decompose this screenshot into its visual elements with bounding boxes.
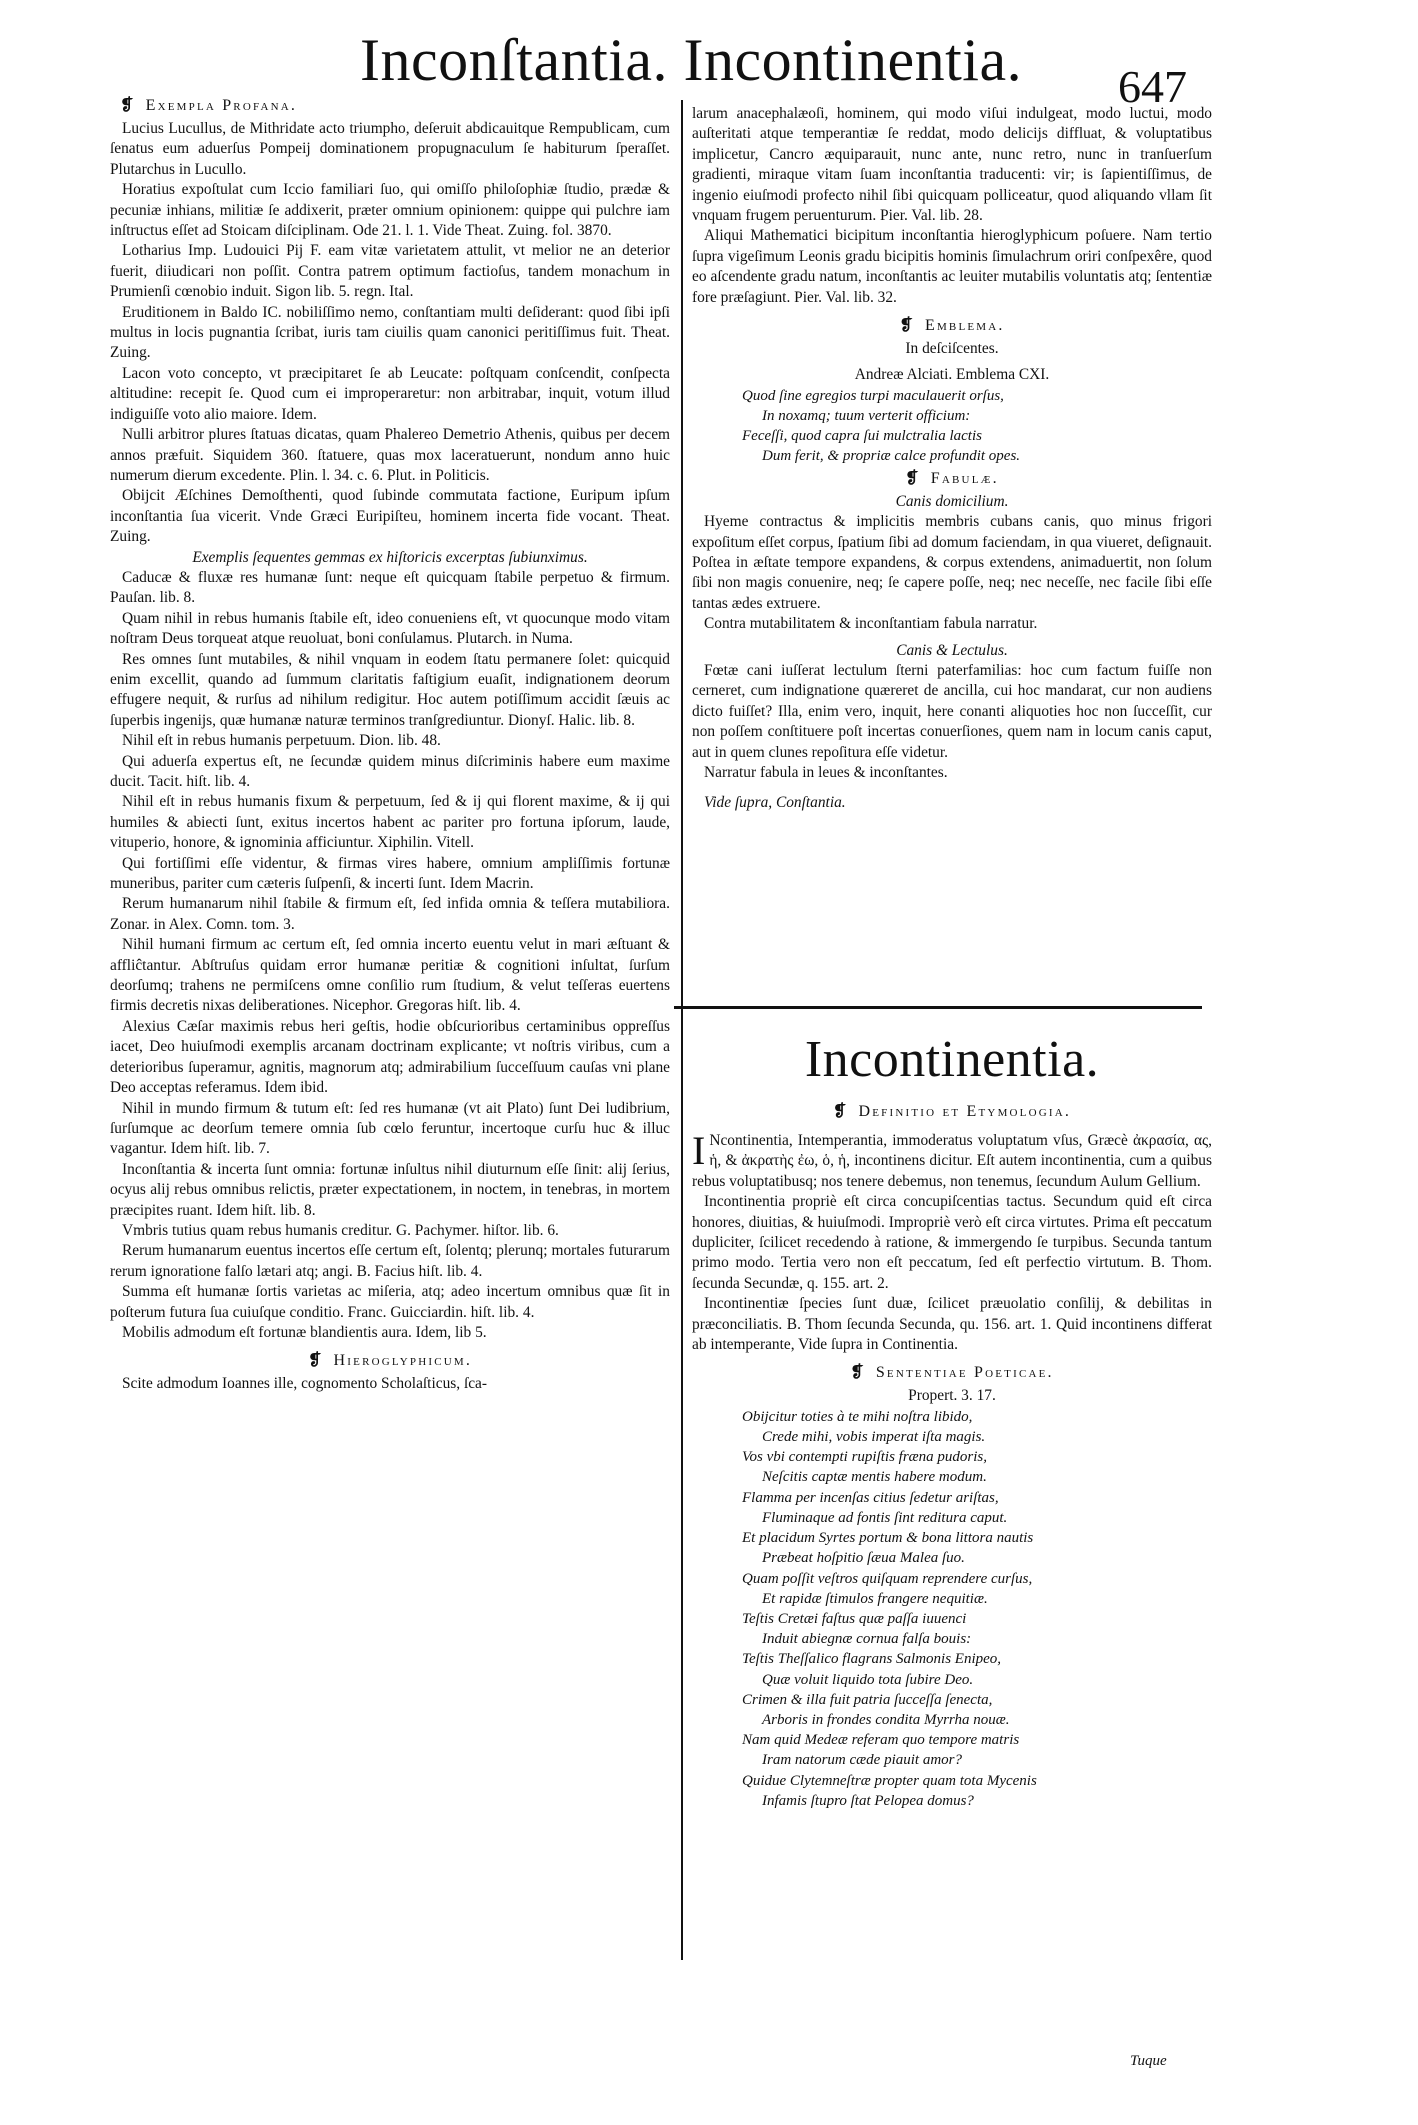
paragraph: Caducæ & fluxæ res humanæ ſunt: neque eſt quicquam ſtabile perpetuo & firmum. Pauſan. lib. 8.: [110, 568, 670, 607]
verse-line: Vos vbi contempti rupiſtis fræna pudoris,: [742, 1449, 988, 1466]
emblem-author: Andreæ Alciati. Emblema CXI.: [854, 366, 1050, 384]
paragraph: Scite admodum Ioannes ille, cognomento Scholaſticus, ſca-: [122, 1375, 488, 1393]
citation: Propert. 3. 17.: [908, 1387, 996, 1405]
verse-line: Nam quid Medeæ referam quo tempore matris: [742, 1732, 1020, 1749]
verse-line: Teſtis Cretæi faſtus quæ paſſa iuuenci: [742, 1610, 967, 1627]
section-rule: [674, 1006, 1202, 1009]
section-heading-hieroglyphicum: ❡ Hieroglyphicum.: [307, 1352, 473, 1370]
paragraph: Nihil in mundo firmum & tutum eſt: ſed res humanæ (vt ait Plato) ſunt Dei ludibrium, ſurſumque ac deorſum temere omnia ſub cœlo feruntur, incertoque curſu huc & illuc vagantur. Idem hiſt. lib. 7.: [110, 1099, 670, 1158]
section-heading-definitio: ❡ Definitio et Etymologia.: [832, 1103, 1072, 1120]
verse-line: Induit abiegnæ cornua falſa bouis:: [762, 1631, 972, 1648]
paragraph: Aliqui Mathematici bicipitum inconſtantia hieroglyphicum poſuere. Nam tertio ſupra vigeſimum Leonis gradu bicipitis hominis ſimulachrum oriri conſpexêre, quod eo aſcendente gradu natum, inconſtantis ac leuiter mutabilis voluntatis atq; ſententiæ fore præſagiunt. Pier. Val. lib. 32.: [692, 227, 1212, 306]
fable-title: Canis & Lectulus.: [896, 641, 1008, 659]
paragraph: Lotharius Imp. Ludouici Pij F. eam vitæ varietatem attulit, vt melior ne an deterior fuerit, diiudicari non poſſit. Contra patrem optimum factioſus, tandem monachum in Prumienſi cœnobio induit. Sigon lib. 5. regn. Ital.: [110, 242, 670, 301]
paragraph: Obijcit Æſchines Demoſthenti, quod ſubinde commutata factione, Euripum ipſum inconſtantia ſua vicerit. Vnde Græci Euripiſteu, hominem incerta fide vocant. Theat. Zuing.: [110, 487, 670, 546]
verse-line: Quod ſine egregios turpi maculauerit orſus,: [742, 387, 1004, 404]
fable-moral: Narratur fabula in leues & inconſtantes.: [704, 763, 948, 781]
definition-paragraph: I Ncontinentia, Intemperantia, immoderatus voluptatum vſus, Græcè ἀκρασία, ας, ἡ, & ἀκρατὴς ἐω, ὁ, ἡ, incontinens dicitur. Eſt autem incontinentia, cum a quibus rebus voluptatibusq; nos tenere debemus, non tenemus, ſecundum Aulum Gellium.: [692, 1128, 1212, 1190]
paragraph: Lucius Lucullus, de Mithridate acto triumpho, deſeruit abdicauitque Rempublicam, cum ſenatus eum aduerſus Pompeij dominationem propugnaculum ſe habiturum ſperaſſet. Plutarchus in Lucullo.: [110, 120, 670, 178]
verse-line: Teſtis Theſſalico flagrans Salmonis Enipeo,: [742, 1651, 1002, 1668]
paragraph: Hyeme contractus & implicitis membris cubans canis, quo minus frigori expoſitum eſſet corpus, ſpatium ſibi ad domum faciendam, in qua viueret, deſignauit. Poſtea in æſtate tempore expandens, & corpus extendens, animaduertit, non ſolum ſibi non magis conuenire, neq; ſe capere poſſe, neq; nec neceſſe, nec facile ſibi eſſe tantas ædes extruere.: [692, 513, 1212, 612]
verse-line: Crimen & illa fuit patria ſucceſſa ſenecta,: [742, 1691, 993, 1708]
verse-line: In noxamq; tuum verterit officium:: [762, 408, 971, 425]
fable-title: Canis domicilium.: [895, 492, 1009, 510]
left-column: [110, 94, 670, 2089]
verse-line: Arboris in frondes condita Myrrha nouæ.: [762, 1711, 1010, 1728]
cross-reference: Vide ſupra, Conſtantia.: [704, 794, 846, 812]
verse-line: Dum ferit, & propriæ calce profundit opes.: [762, 448, 1021, 465]
verse-line: Quidue Clytemneſtræ propter quam tota Mycenis: [742, 1772, 1037, 1789]
verse-line: Infamis ſtupro ſtat Pelopea domus?: [762, 1792, 974, 1809]
paragraph: Lacon voto concepto, vt præcipitaret ſe ab Leucate: poſtquam conſcendit, conſpecta altitudine: recepit ſe. Quod cum ei improperaretur: non arbitrabar, inquit, votum illud indiguiſſe voto alio maiore. Idem.: [110, 364, 670, 423]
running-title: Inconſtantia. Incontinentia.: [360, 27, 1023, 93]
verse-line: Flamma per incenſas citius ſedetur ariſtas,: [742, 1489, 999, 1506]
verse-line: Præbeat hoſpitio ſæua Malea ſuo.: [762, 1550, 965, 1567]
paragraph: Eruditionem in Baldo IC. nobiliſſimo nemo, conſtantiam multi deſiderant: quod ſibi ipſi multus in locis pugnantia ſcribat, iuris tam ciuilis quam canonici peritiſſimus fuit. Theat. Zuing.: [110, 303, 670, 362]
paragraph-mark-icon: ❡: [832, 1103, 849, 1120]
section-title: Incontinentia.: [804, 1031, 1100, 1088]
paragraph: Nihil humani firmum ac certum eſt, ſed omnia incerto euentu velut in mari æſtuant & affliĉtantur. Abſtruſus quidam error humanæ peritiæ & cognitioni inſultat, ſurſum deorſumq; trahens ne permiſcens omne conſilio rum ſtudium, & velut teſſeras euertens firmis decretis nixas deliberationes. Nicephor. Gregoras hiſt. lib. 4.: [110, 936, 670, 1015]
paragraph: Quam nihil in rebus humanis ſtabile eſt, ideo conueniens eſt, vt quocunque modo vitam noſtram Deus torqueat atque reuoluat, boni conſulamus. Plutarch. in Numa.: [110, 609, 670, 648]
page-number: 647: [1118, 61, 1187, 112]
verse-line: Feceſſi, quod capra ſui mulctralia lactis: [742, 428, 982, 445]
paragraph-mark-icon: ❡: [850, 1364, 866, 1382]
column-divider: [681, 100, 683, 1960]
verse-line: Crede mihi, vobis imperat iſta magis.: [762, 1429, 986, 1446]
catchword: Tuque: [1130, 2053, 1167, 2069]
verse-line: Neſcitis captæ mentis habere modum.: [762, 1469, 987, 1486]
paragraph: Summa eſt humanæ ſortis varietas ac miſeria, atq; adeo incertum omnibus quæ ſit in poſterum futura ſua cuiuſque conditio. Franc. Guicciardin. hiſt. lib. 4.: [110, 1283, 670, 1321]
paragraph: Incontinentia propriè eſt circa concupiſcentias tactus. Secundum quid eſt circa honores, diuitias, & huiuſmodi. Impropriè verò eſt circa virtutes. Prima eſt peccatum dupliciter, ſcilicet recedendo à ratione, & immergendo ſe turpibus. Secunda tantum primo modo. Tertia vero non eſt peccatum, ſed eſt perfectio virtutum. B. Thom. ſecunda Secundæ, q. 155. art. 2.: [692, 1193, 1212, 1292]
emblem-subtitle: In deſciſcentes.: [905, 340, 999, 358]
verse-line: Obijcitur toties à te mihi noſtra libido,: [742, 1408, 973, 1425]
paragraph-mark-icon: ❡: [307, 1352, 324, 1370]
paragraph-mark-icon: ❡: [120, 97, 136, 114]
paragraph: larum anacephalæoſi, hominem, qui modo viſui indulgeat, modo luctui, modo auſteritati atque temperantiæ ſe reddat, modo delicijs diffluat, & voluptatibus implicetur, Cancro æquiparauit, nunc ante, nunc retro, nunc in tranſuerſum gradienti, miraque vitam ſuam inconſtantia traducenti: vir; is ſapientiſſimus, de ingenio eiuſmodi profecto nihil ſibi quicquam polliceatur, quod aliquando vllam ſit vnquam frugem peruenturum. Pier. Val. lib. 28.: [692, 105, 1212, 225]
paragraph: Incontinentiæ ſpecies ſunt duæ, ſcilicet præuolatio conſilij, & debilitas in præconciliatis. B. Thom ſecunda Secunda, qu. 156. art. 1. Quid incontinens differat ab intemperante, Vide ſupra in Continentia.: [692, 1295, 1212, 1354]
verse-line: Quam poſſit veſtros quiſquam reprendere curſus,: [742, 1570, 1033, 1587]
fable-moral: Contra mutabilitatem & inconſtantiam fabula narratur.: [704, 615, 1038, 633]
initial-letter: I: [692, 1128, 706, 1173]
paragraph: Nihil eſt in rebus humanis fixum & perpetuum, ſed & ij qui florent maxime, & ij qui humiles & abiecti ſunt, exitus incertos habent ac pariter pro fortuna ipſorum, laude, vituperio, honore, & ignominia afficiuntur. Xiphilin. Vitell.: [110, 793, 670, 852]
paragraph: Fœtæ cani iuſſerat lectulum ſterni paterfamilias: hoc cum factum fuiſſe non cerneret, cum indignatione quæreret de ancilla, cui hoc mandarat, cur non audiens dicto fuiſſet? Illa, enim vero, inquit, here conanti aliquoties hoc non ſucceſſit, cur non poſſem conſtituere poſt incertas conuerſiones, quem nam in locum canis caput, aut in quem clunes repoſitura eſſe videtur.: [692, 661, 1212, 761]
paragraph: Vmbris tutius quam rebus humanis creditur. G. Pachymer. hiſtor. lib. 6.: [122, 1221, 559, 1239]
paragraph: Qui aduerſa expertus eſt, ne ſecundæ quidem minus diſcriminis habere eum maxime ducit. Tacit. hiſt. lib. 4.: [110, 752, 670, 790]
paragraph: Alexius Cæſar maximis rebus heri geſtis, hodie obſcurioribus certaminibus oppreſſus iacet, Deo huiuſmodi exemplis arcanam doctrinam explicante; vt noſtris viribus, cum a deterioribus ſuperamur, agnitis, magnorum atq; admirabilium ſucceſſuum cauſas vni plane Deo acceptas referamus. Idem ibid.: [110, 1017, 670, 1097]
section-heading-exempla: ❡ Exempla Profana.: [120, 97, 298, 114]
verse-line: Fluminaque ad fontis ſint reditura caput.: [762, 1509, 1008, 1526]
paragraph: Inconſtantia & incerta ſunt omnia: fortunæ inſultus nihil diuturnum eſſe ſinit: alij ſerius, ocyus alij rebus omnibus relictis, præter expectationem, in noctem, in tenebras, in mortem præcipites ruant. Idem hiſt. lib. 8.: [110, 1160, 670, 1219]
incontinentia-section: [692, 1014, 1212, 2044]
paragraph-mark-icon: ❡: [905, 469, 921, 487]
section-heading-sententiae: ❡ Sententiae Poeticae.: [850, 1364, 1054, 1382]
paragraph: Rerum humanarum euentus incertos eſſe certum eſt, ſolentq; plerunq; mortales futurarum rerum ignoratione falſo lætari atq; angi. B. Facius hiſt. lib. 4.: [110, 1242, 670, 1280]
transition-note: Exemplis ſequentes gemmas ex hiſtoricis excerptas ſubiunximus.: [192, 548, 588, 566]
paragraph: Mobilis admodum eſt fortunæ blandientis aura. Idem, lib 5.: [122, 1323, 487, 1341]
paragraph: Qui fortiſſimi eſſe videntur, & firmas vires habere, omnium ampliſſimis fortunæ muneribus, pariter cum cæteris ſuſpenſi, & incerti ſunt. Idem Macrin.: [110, 854, 670, 893]
section-heading-fabulae: ❡ Fabulæ.: [905, 469, 999, 487]
verse-line: Et rapidæ ſtimulos frangere nequitiæ.: [762, 1590, 988, 1607]
section-heading-emblema: ❡ Emblema.: [899, 317, 1005, 335]
verse-line: Iram natorum cæde piauit amor?: [762, 1752, 962, 1769]
paragraph: Rerum humanarum nihil ſtabile & firmum eſt, ſed infida omnia & teſſera mutabiliora. Zonar. in Alex. Comn. tom. 3.: [110, 895, 670, 933]
verse-line: Et placidum Syrtes portum & bona littora nautis: [742, 1530, 1034, 1547]
paragraph-mark-icon: ❡: [899, 317, 915, 335]
paragraph: Res omnes ſunt mutabiles, & nihil vnquam in eodem ſtatu permanere ſolet: quicquid enim excellit, quando ad ſummum claritatis faſtigium euaſit, indignationem deorum effugere nequit, & rurſus ad nihilum redigitur. Hoc autem potiſſimum accidit ſæuis ac ſuperbis ingenijs, quæ humanæ naturæ terminos tranſgrediuntur. Dionyſ. Halic. lib. 8.: [110, 650, 670, 729]
verse-line: Quæ voluit liquido tota ſubire Deo.: [762, 1671, 974, 1688]
paragraph: Horatius expoſtulat cum Iccio familiari ſuo, qui omiſſo philoſophiæ ſtudio, prædæ & pecuniæ inhians, militiæ ſe addixerit, præter omnium opinionem: quippe qui pulchre iam inſtructus eſſet ad Stoicam diſciplinam. Ode 21. l. 1. Vide Theat. Zuing. fol. 3870.: [110, 181, 670, 240]
paragraph: Nulli arbitror plures ſtatuas dicatas, quam Phalereo Demetrio Athenis, quibus per decem annos præfuit. Siquidem 360. ſtatuere, quas mox laceratuerunt, nondum anno huic numerum dierum excedente. Plin. l. 34. c. 6. Plut. in Politicis.: [110, 426, 670, 484]
paragraph: Nihil eſt in rebus humanis perpetuum. Dion. lib. 48.: [122, 732, 441, 750]
